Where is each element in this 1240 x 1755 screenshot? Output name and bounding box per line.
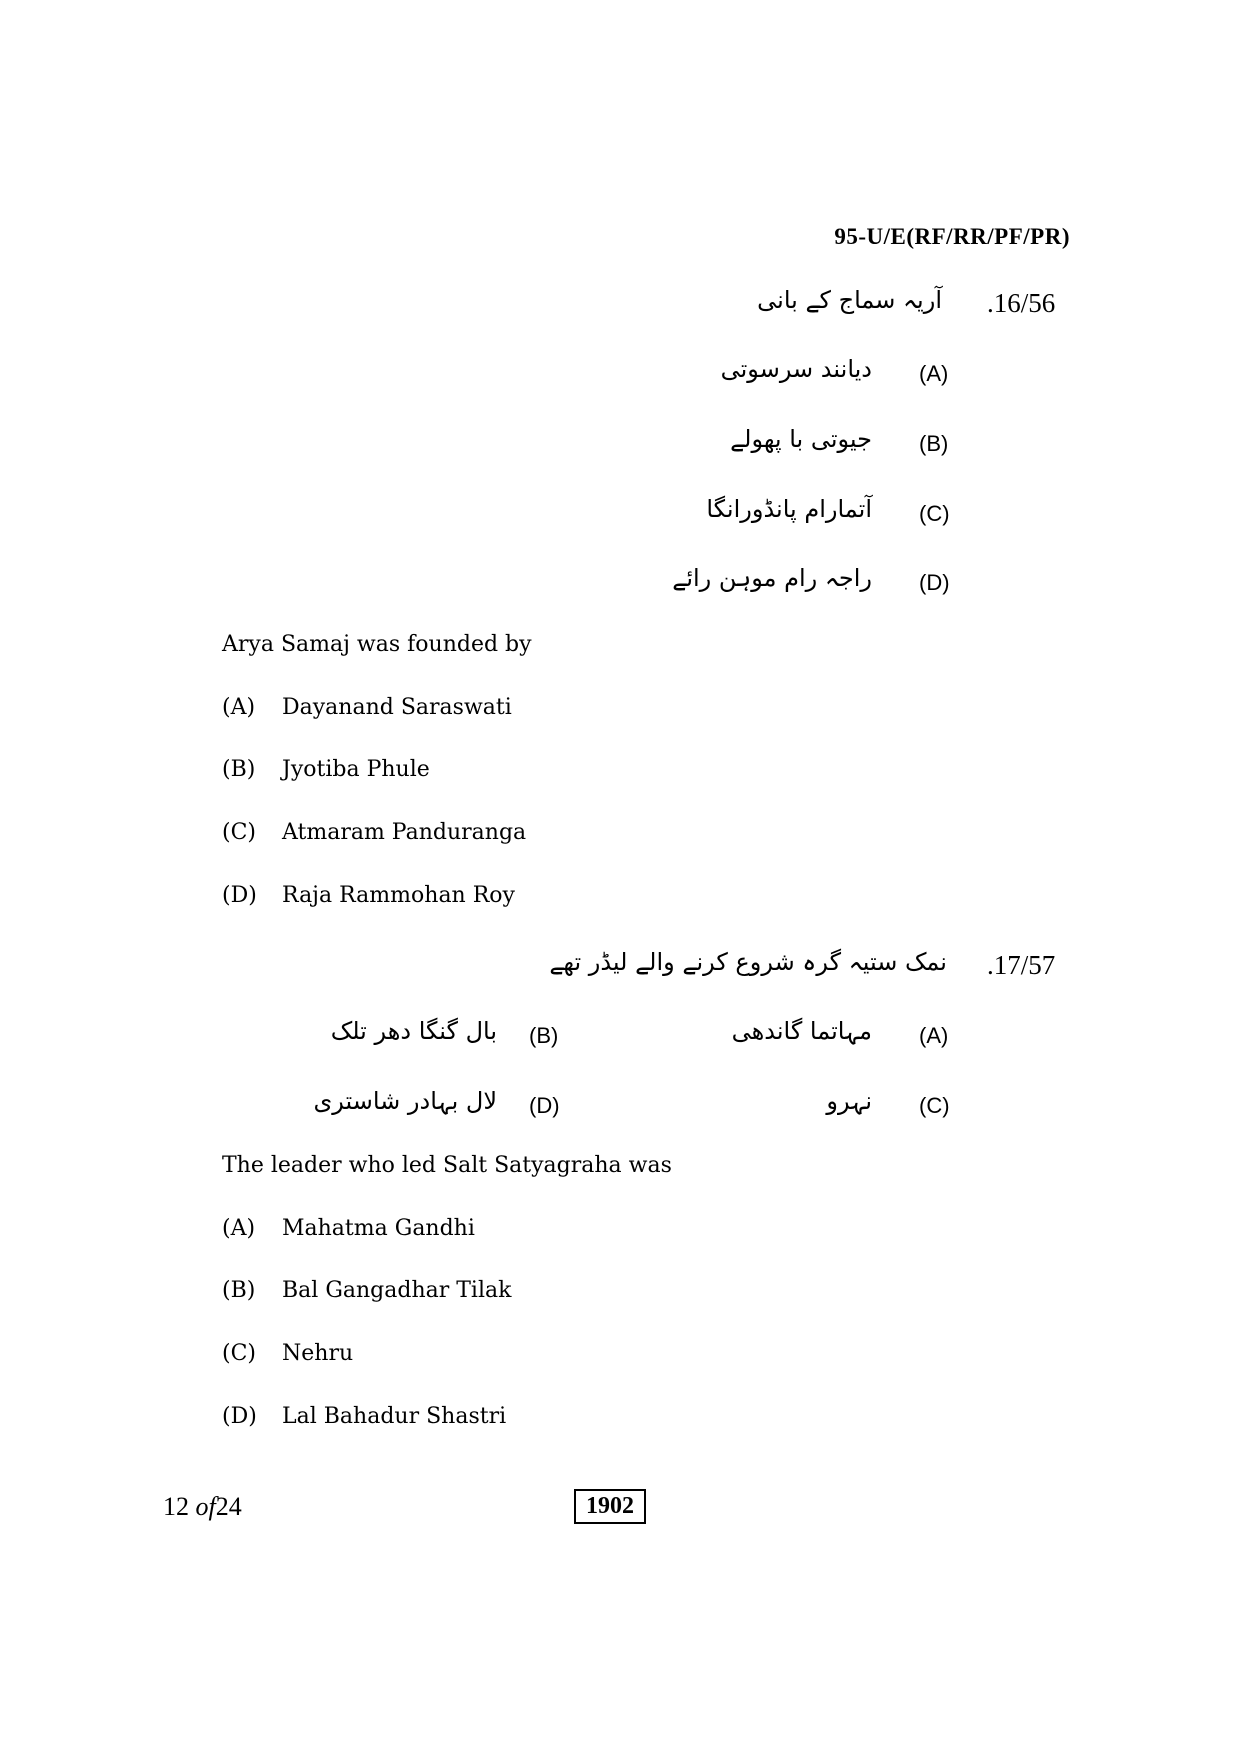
option-urdu-text: مہاتما گاندھی [731,1017,872,1045]
option-label: (B) [222,1278,256,1303]
page-total: 24 [215,1492,242,1521]
option-label: (D) [919,570,950,595]
option-urdu-text: دیانند سرسوتی [720,355,872,383]
option-urdu-text: نہرو [826,1087,872,1115]
page-current: 12 [163,1492,189,1521]
option-english-text: Nehru [282,1341,354,1366]
option-label: (C) [222,1341,256,1366]
option-english-text: Jyotiba Phule [282,757,430,782]
option-label: (C) [222,820,256,845]
option-english-text: Atmaram Panduranga [282,820,527,845]
option-urdu-text: آتمارام پانڈورانگا [706,495,872,523]
option-english-text: Raja Rammohan Roy [282,883,515,908]
question-urdu-text: آریہ سماج کے بانی [757,286,942,314]
option-label: (B) [222,757,256,782]
option-urdu-text: بال گنگا دھر تلک [330,1017,497,1045]
option-label: (D) [222,883,257,908]
paper-code: 95-U/E(RF/RR/PF/PR) [834,224,1070,249]
page-of: of [195,1492,216,1521]
option-urdu-text: جیوتی با پھولے [730,425,872,453]
question-urdu-text: نمک ستیہ گرہ شروع کرنے والے لیڈر تھے [549,948,947,976]
option-urdu-text: راجہ رام موہن رائے [672,564,872,592]
option-label: (A) [222,695,256,720]
option-label: (D) [529,1093,560,1118]
option-label: (A) [222,1216,256,1241]
page-indicator [163,1492,242,1522]
option-label: (C) [919,501,950,526]
option-english-text: Lal Bahadur Shastri [282,1404,507,1429]
option-label: (C) [919,1093,950,1118]
option-english-text: Bal Gangadhar Tilak [282,1278,512,1303]
option-label: (D) [222,1404,257,1429]
option-label: (A) [919,361,949,386]
booklet-code: 1902 [574,1489,646,1524]
option-label: (B) [529,1023,559,1048]
option-urdu-text: لال بہادر شاستری [313,1087,497,1115]
option-english-text: Mahatma Gandhi [282,1216,475,1241]
option-label: (A) [919,1023,949,1048]
option-english-text: Dayanand Saraswati [282,695,512,720]
question-english-text: Arya Samaj was founded by [222,632,532,657]
question-english-text: The leader who led Salt Satyagraha was [222,1153,672,1178]
option-label: (B) [919,431,949,456]
question-number-17: .17/57 [987,950,1056,980]
question-number-16: .16/56 [987,288,1056,318]
